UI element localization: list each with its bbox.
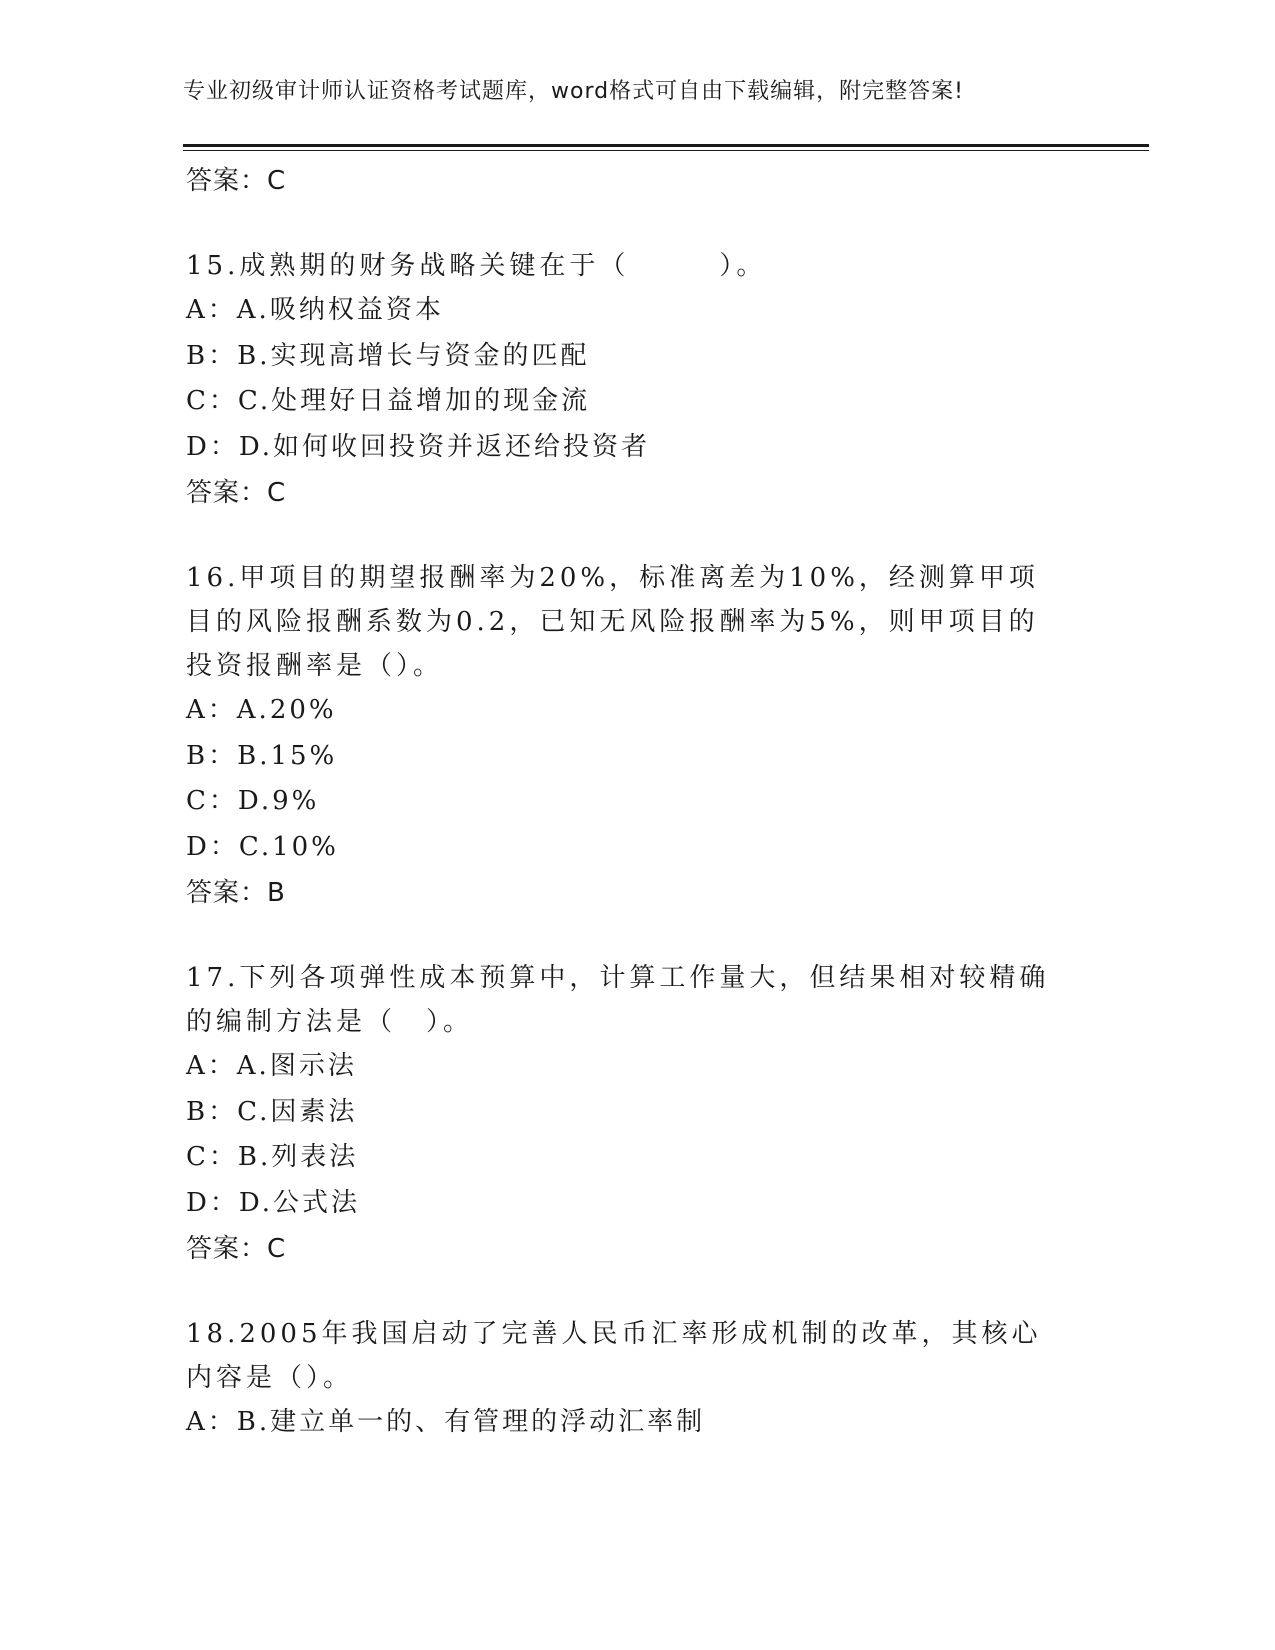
option-b: B：B.实现高增长与资金的匹配 [186,340,590,371]
option-c: C：C.处理好日益增加的现金流 [186,386,591,416]
answer-line: 答案：C [186,478,287,508]
question-15 [186,244,1086,516]
header-rule [183,144,1149,147]
answer-line: 答案：B [186,878,286,908]
option-a: A：B.建立单一的、有管理的浮动汇率制 [186,1407,706,1437]
option-b: B：B.15% [186,740,338,771]
question-stem: 16.甲项目的期望报酬率为20%，标准离差为10%，经测算甲项目的风险报酬系数为0.2，已知无风险报酬率为5%，则甲项目的投资报酬率是（）。 [186,563,1039,681]
option-a: A：A.20% [186,695,337,725]
answer-line: 答案：C [186,1234,287,1264]
question-17 [186,956,1086,1272]
option-d: D：D.如何收回投资并返还给投资者 [186,431,651,462]
header-rule-thin [183,150,1149,151]
question-content [186,158,1086,1446]
option-c: C：B.列表法 [186,1142,359,1172]
option-a: A：A.吸纳权益资本 [186,295,444,325]
option-c: C：D.9% [186,786,320,816]
option-d: D：C.10% [186,831,339,862]
question-stem: 15.成熟期的财务战略关键在于（ ）。 [186,251,767,281]
page-header: 专业初级审计师认证资格考试题库，word格式可自由下载编辑，附完整答案! [183,79,964,104]
question-16 [186,556,1086,916]
option-d: D：D.公式法 [186,1187,361,1218]
question-stem: 18.2005年我国启动了完善人民币汇率形成机制的改革，其核心内容是（）。 [186,1319,1042,1393]
answer-line: 答案：C [186,166,287,196]
option-a: A：A.图示法 [186,1051,357,1081]
option-b: B：C.因素法 [186,1096,358,1127]
question-18 [186,1312,1086,1446]
question-stem: 17.下列各项弹性成本预算中，计算工作量大，但结果相对较精确的编制方法是（ ）。 [186,963,1050,1037]
